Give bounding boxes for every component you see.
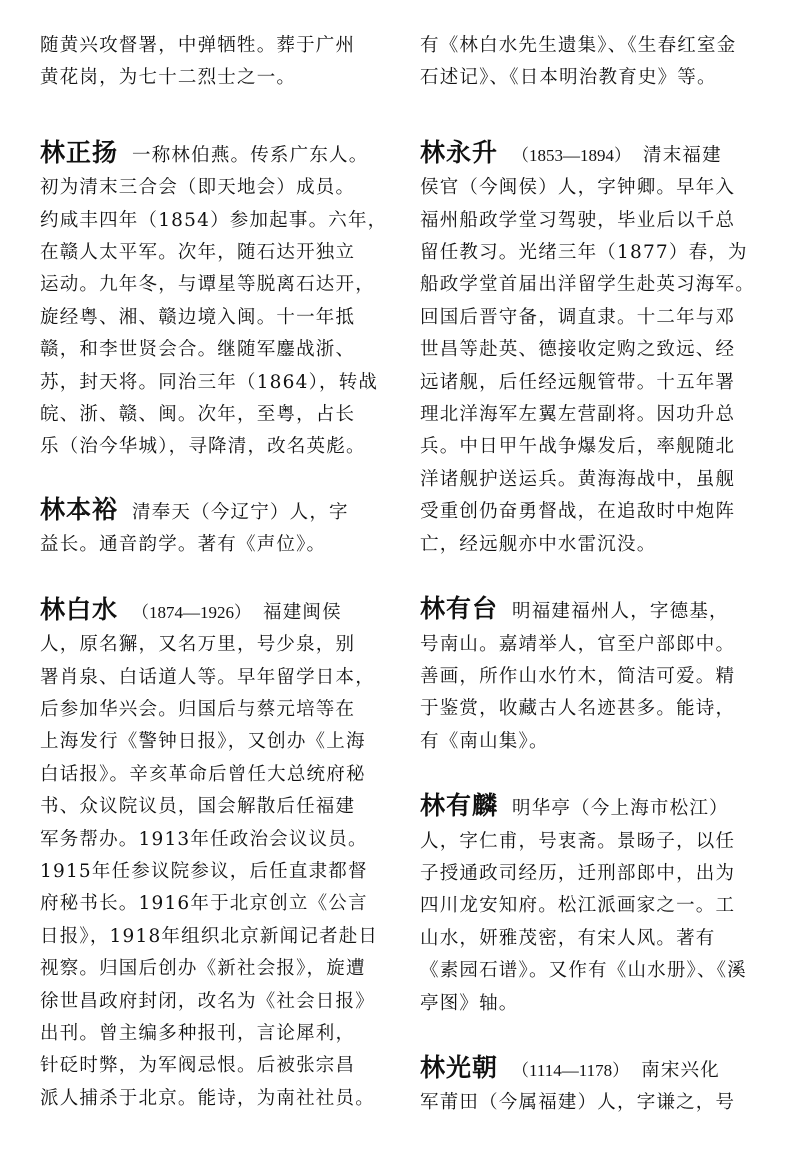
text-line: 清奉天（今辽宁）人，字 [132, 501, 349, 523]
entry-dates: （1853—1894） [512, 145, 632, 165]
text-line: 福州船政学堂习驾驶，毕业后以千总 [420, 209, 736, 231]
entry-first-line [40, 494, 390, 529]
text-line: 1915年任参议院参议，后任直隶都督 [40, 860, 368, 882]
text-line: 福建闽侯 [263, 601, 342, 623]
text-line: 乐（治今华城），寻降清，改名英彪。 [40, 436, 366, 458]
entry-headword: 林光朝 [420, 1052, 499, 1082]
text-line: 署肖泉、白话道人等。早年留学日本， [40, 666, 375, 688]
text-line: 一称林伯燕。传系广东人。 [132, 144, 369, 166]
text-line: 船政学堂首届出洋留学生赴英习海军。 [420, 274, 755, 296]
text-line: 运动。九年冬，与谭星等脱离石达开， [40, 274, 375, 296]
text-line: 亭图》轴。 [420, 992, 519, 1014]
text-line: 出刊。曾主编多种报刊，言论犀利， [40, 1022, 356, 1044]
text-line: 明华亭（今上海市松江） [512, 798, 729, 820]
text-line: 派人捕杀于北京。能诗，为南社社员。 [40, 1087, 375, 1109]
text-line: 回国后晋守备，调直隶。十二年与邓 [420, 306, 736, 328]
entry-lin-zhengyang [40, 137, 390, 464]
text-line: 号南山。嘉靖举人，官至户部郎中。 [420, 633, 736, 655]
entry-lin-guangchao [420, 1052, 770, 1120]
entry-first-line [420, 790, 770, 825]
entry-headword: 林正扬 [40, 137, 119, 167]
text-line: 日报》，1918年组织北京新闻记者赴日 [40, 925, 379, 947]
text-line: 军务帮办。1913年任政治会议议员。 [40, 828, 368, 850]
text-line: 子授通政司经历，迁刑部郎中，出为 [420, 862, 736, 884]
right-column [420, 30, 770, 1120]
text-line: 石述记》、《日本明治教育史》等。 [420, 67, 717, 89]
text-line: 府秘书长。1916年于北京创立《公言 [40, 893, 368, 915]
text-line: 约咸丰四年（1854）参加起事。六年， [40, 209, 388, 231]
text-line: 洋诸舰护送运兵。黄海海战中，虽舰 [420, 468, 736, 490]
text-line: 随黄兴攻督署，中弹牺牲。葬于广州 [40, 35, 356, 56]
continuation-text [420, 30, 770, 95]
entry-dates: （1114—1178） [512, 1060, 630, 1080]
text-line: 山水，妍雅茂密，有宋人风。著有 [420, 927, 716, 949]
text-line: 善画，所作山水竹木，简洁可爱。精 [420, 665, 736, 687]
text-line: 于鉴赏，收藏古人名迹甚多。能诗， [420, 698, 736, 720]
text-line: 书、众议院议员，国会解散后任福建 [40, 796, 356, 818]
text-line: 军莆田（今属福建）人，字谦之，号 [420, 1092, 736, 1114]
entry-lin-benyu [40, 494, 390, 562]
entry-lin-youtai [420, 593, 770, 758]
left-column [40, 30, 390, 1115]
text-line: 留任教习。光绪三年（1877）春，为 [420, 242, 748, 264]
entry-lin-yongsheng [420, 137, 770, 561]
text-line: 初为清末三合会（即天地会）成员。 [40, 177, 356, 199]
entry-dates: （1874—1926） [132, 602, 252, 622]
text-line: 针砭时弊，为军阀忌恨。后被张宗昌 [40, 1055, 356, 1077]
text-line: 皖、浙、赣、闽。次年，至粤，占长 [40, 404, 356, 426]
entry-headword: 林永升 [420, 137, 499, 167]
text-line: 苏，封天将。同治三年（1864），转战 [40, 371, 379, 393]
entry-headword: 林本裕 [40, 494, 119, 524]
text-line: 赣，和李世贤会合。继随军鏖战浙、 [40, 339, 356, 361]
entry-headword: 林有台 [420, 594, 499, 624]
entry-lin-youlin [420, 790, 770, 1020]
text-line: 四川龙安知府。松江派画家之一。工 [420, 895, 736, 917]
text-line: 兵。中日甲午战争爆发后，率舰随北 [420, 436, 736, 458]
entry-lin-baishui [40, 594, 390, 1116]
text-line: 理北洋海军左翼左营副将。因功升总 [420, 404, 736, 426]
text-line: 后参加华兴会。归国后与蔡元培等在 [40, 698, 356, 720]
text-line: 在赣人太平军。次年，随石达开独立 [40, 242, 356, 264]
text-line: 徐世昌政府封闭，改名为《社会日报》 [40, 990, 375, 1012]
entry-first-line [420, 1052, 770, 1087]
entry-first-line [40, 594, 390, 629]
text-line: 黄花岗，为七十二烈士之一。 [40, 67, 297, 89]
entry-headword: 林有麟 [420, 791, 499, 821]
text-line: 明福建福州人，字德基， [512, 601, 729, 623]
text-line: 清末福建 [643, 144, 722, 166]
entry-headword: 林白水 [40, 594, 119, 624]
continuation-text [40, 30, 390, 95]
text-line: 侯官（今闽侯）人，字钟卿。早年入 [420, 177, 736, 199]
text-line: 亡，经远舰亦中水雷沉没。 [420, 533, 657, 555]
text-line: 益长。通音韵学。著有《声位》。 [40, 534, 327, 556]
text-line: 南宋兴化 [641, 1059, 720, 1081]
text-line: 白话报》。辛亥革命后曾任大总统府秘 [40, 763, 366, 785]
text-line: 有《南山集》。 [420, 730, 549, 752]
text-line: 远诸舰，后任经远舰管带。十五年署 [420, 371, 736, 393]
text-line: 上海发行《警钟日报》，又创办《上海 [40, 731, 366, 753]
text-line: 人，字仁甫，号衷斋。景旸子，以任 [420, 830, 736, 852]
text-line: 有《林白水先生遗集》、《生春红室金 [420, 35, 737, 56]
text-line: 人，原名獬，又名万里，号少泉，别 [40, 634, 356, 656]
text-line: 旋经粤、湘、赣边境入闽。十一年抵 [40, 306, 356, 328]
text-line: 《素园石谱》。又作有《山水册》、《溪 [420, 960, 747, 982]
text-line: 受重创仍奋勇督战，在追敌时中炮阵 [420, 501, 736, 523]
entry-first-line [40, 137, 390, 172]
entry-first-line [420, 593, 770, 628]
text-line: 视察。归国后创办《新社会报》，旋遭 [40, 958, 366, 980]
text-line: 世昌等赴英、德接收定购之致远、经 [420, 339, 736, 361]
entry-first-line [420, 137, 770, 172]
